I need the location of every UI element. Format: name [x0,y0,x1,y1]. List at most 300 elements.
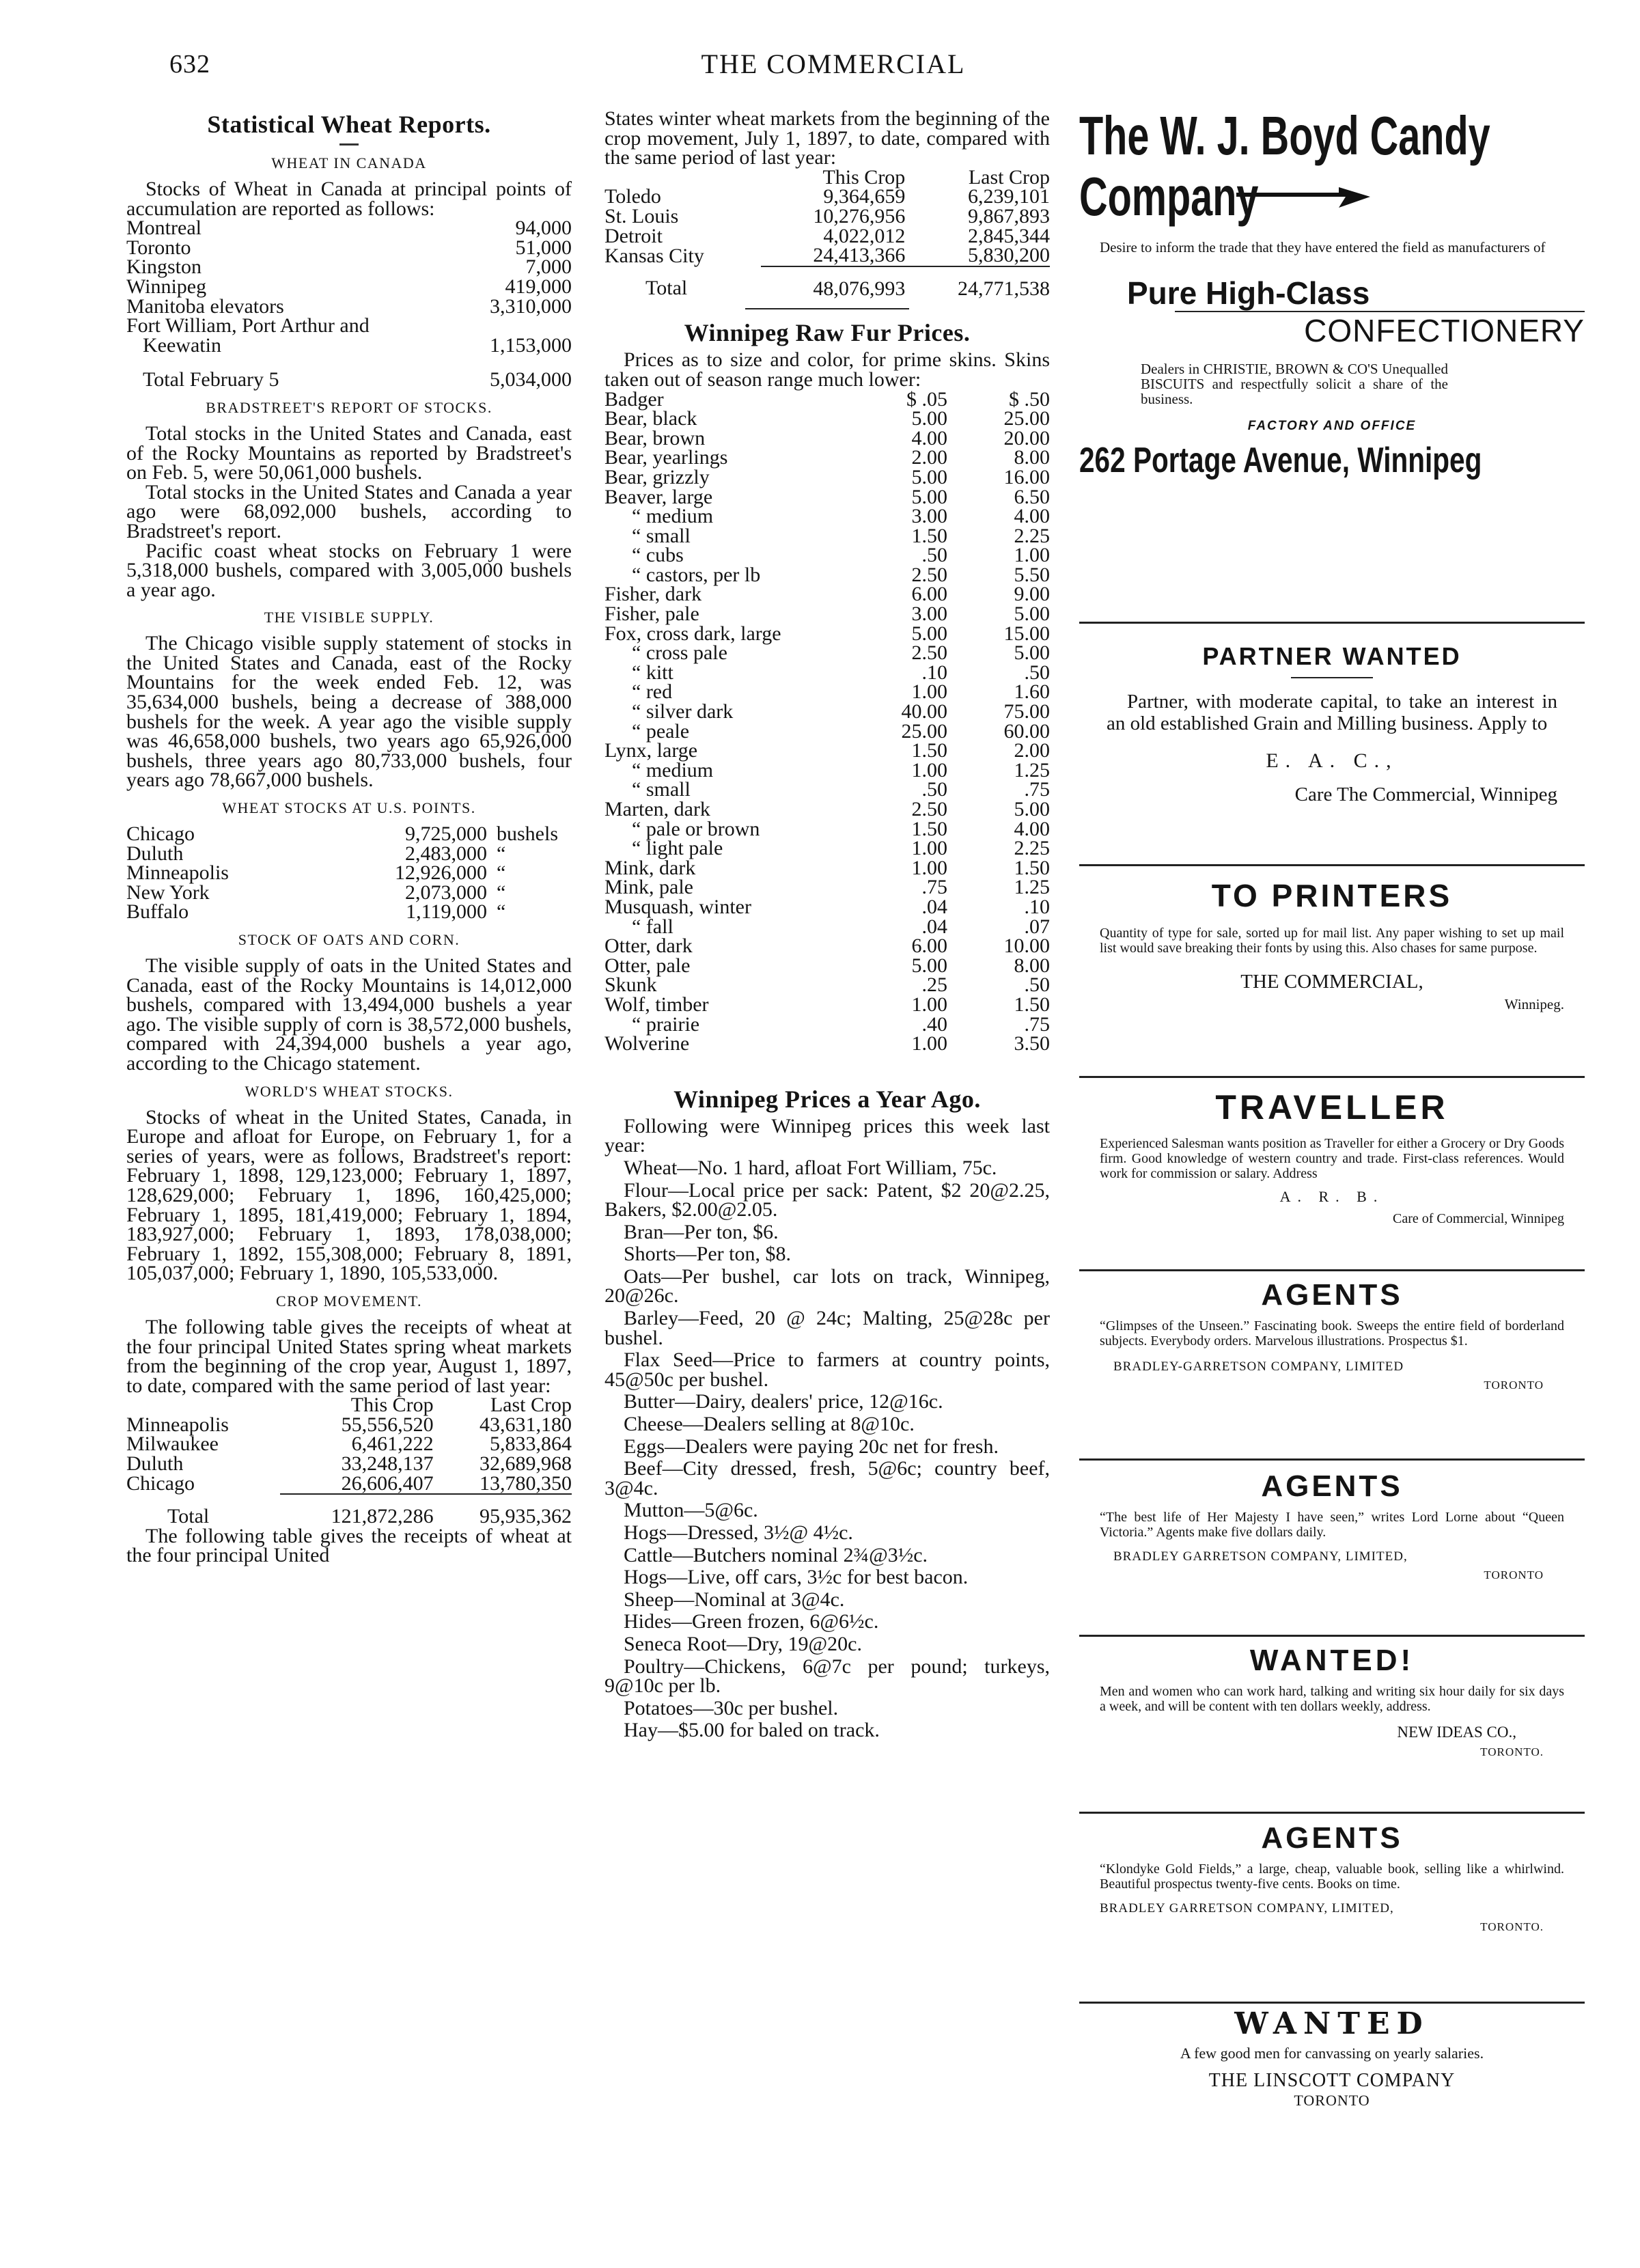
fur-high-cell: 75.00 [1003,700,1050,723]
fur-high-cell: 5.00 [1014,603,1050,626]
printers-sig: THE COMMERCIAL, [1240,971,1423,993]
fur-name-cell: Mink, pale [604,876,693,899]
place-cell: Kingston [126,255,202,279]
table-row [604,761,1050,781]
table-row [604,878,1050,898]
place-cell: Toledo [604,185,661,208]
fur-name-cell: “ peale [632,719,690,743]
place-cell: Milwaukee [126,1433,219,1456]
wanted1-company: NEW IDEAS CO., [1397,1724,1516,1741]
oats-subhead: STOCK OF OATS AND CORN. [238,931,460,948]
table-row [604,780,1050,800]
winter-total-this: 48,076,993 [761,266,906,299]
last-cell: 5,830,200 [968,244,1050,267]
fur-name-cell: “ small [632,778,691,801]
value-cell: 2,483,000 [405,842,487,865]
statistical-title: Statistical Wheat Reports. [207,111,491,138]
fur-name-cell: “ silver dark [632,700,734,723]
agents3-company: BRADLEY GARRETSON COMPANY, LIMITED, [1100,1901,1394,1916]
price-item: Barley—Feed, 20 @ 24c; Malting, 25@28c per bushel. [604,1307,1050,1349]
unit-cell: bushels [497,822,558,846]
table-row [604,390,1050,410]
fur-low-cell: 1.00 [911,758,947,782]
winter-intro: States winter wheat markets from the beginning of the crop movement, July 1, 1897, to date, compared with the same period of last year: [604,107,1050,169]
boyd-line1: The W. J. Boyd Candy [1079,105,1490,166]
column-2 [604,109,1050,1743]
ad-divider [1079,2002,1585,2004]
agents3-title: AGENTS [1261,1821,1403,1855]
boyd-line2: Company [1079,166,1259,227]
page-number: 632 [169,50,210,79]
separator [339,143,359,146]
price-item: Wheat—No. 1 hard, afloat Fort William, 75c. [624,1156,997,1179]
table-row [126,1435,572,1454]
separator [745,308,909,309]
boyd-confectionery: CONFECTIONERY [1175,311,1585,349]
price-item: Following were Winnipeg prices this week last year: [604,1114,1050,1157]
printers-city: Winnipeg. [1504,996,1564,1012]
boyd-pure: Pure High-Class [1127,275,1370,311]
table-row [604,566,1050,585]
visible-p1: The Chicago visible supply statement of stocks in the United States and Canada, east of the Rocky Mountains for the week ended Feb. 12, was 35,634,000 bushels, being a decrease of 388,000 bushels for the week. A year ago the visible supply was 46,658,000 bushels, two years ago 65,926,000 bushels, three years ago 80,733,000 bushels, four years ago 78,667,000 bushels. [126,632,572,792]
partner-text: Partner, with moderate capital, to take an interest in an old established Grain and Milling business. Apply to [1107,691,1557,734]
crop-col-this: This Crop [350,1394,434,1417]
fur-high-cell: 2.00 [1014,739,1050,762]
fur-low-cell: 5.00 [911,485,947,508]
fur-name-cell: “ cubs [632,544,684,567]
fur-low-cell: 3.00 [911,603,947,626]
fur-name-cell: Lynx, large [604,739,698,762]
unit-cell: “ [497,842,506,865]
fur-high-cell: 16.00 [1003,465,1050,488]
keewatin-value: 1,153,000 [490,333,572,357]
table-row [126,863,572,883]
price-item: Cheese—Dealers selling at 8@10c. [624,1413,915,1436]
winter-col-this: This Crop [822,165,906,189]
table-row [126,238,572,258]
crop-p2: The following table gives the receipts of wheat at the four principal United [126,1524,572,1567]
visible-subhead: THE VISIBLE SUPPLY. [264,609,434,626]
price-item: Sheep—Nominal at 3@4c. [624,1588,845,1611]
place-cell: Duluth [126,1452,184,1476]
fur-high-cell: 20.00 [1003,426,1050,450]
fur-high-cell: 2.25 [1014,524,1050,547]
fur-name-cell: “ pale or brown [632,817,760,840]
canada-subhead: WHEAT IN CANADA [271,154,427,171]
price-item: Beef—City dressed, fresh, 5@6c; country beef, 3@4c. [604,1457,1050,1499]
printers-title: TO PRINTERS [1211,878,1453,913]
table-row [604,644,1050,663]
table-row [604,429,1050,449]
crop-total-label: Total [167,1504,210,1527]
value-cell: 94,000 [515,217,572,240]
table-row [604,859,1050,879]
fur-high-cell: 4.00 [1014,505,1050,528]
fur-low-cell: 40.00 [901,700,947,723]
table-row [604,995,1050,1015]
last-cell: 43,631,180 [480,1413,572,1436]
fur-name-cell: Fisher, pale [604,603,699,626]
fur-name-cell: “ small [632,524,691,547]
fur-high-cell: 5.00 [1014,641,1050,665]
fur-low-cell: 1.50 [911,524,947,547]
table-row [604,702,1050,722]
this-cell: 33,248,137 [341,1452,434,1476]
crop-col-last: Last Crop [490,1394,572,1417]
fur-high-cell: 2.25 [1014,837,1050,860]
agents3-city: TORONTO. [1480,1920,1544,1933]
partner-sig: E. A. C., [1266,749,1398,772]
price-item: Poultry—Chickens, 6@7c per pound; turkeys, 9@10c per lb. [604,1655,1050,1698]
wanted1-title: WANTED! [1249,1644,1415,1677]
last-cell: 5,833,864 [490,1433,572,1456]
canada-total-row [126,370,572,390]
price-item: Cattle—Butchers nominal 2¾@3½c. [624,1543,928,1566]
price-item: Seneca Root—Dry, 19@20c. [624,1632,862,1655]
ad-divider [1079,1076,1585,1078]
boyd-factory: FACTORY AND OFFICE [1247,419,1417,433]
fur-title: Winnipeg Raw Fur Prices. [684,319,971,347]
table-row [126,297,572,317]
fur-high-cell: .75 [1024,778,1050,801]
table-row [604,585,1050,605]
separator [1291,677,1373,678]
canada-intro: Stocks of Wheat in Canada at principal points of accumulation are reported as follows: [126,178,572,220]
fur-low-cell: 1.00 [911,837,947,860]
agents2-city: TORONTO [1484,1568,1544,1581]
fur-name-cell: Fisher, dark [604,583,702,606]
this-cell: 10,276,956 [813,204,906,227]
agents1-city: TORONTO [1484,1379,1544,1392]
fur-low-cell: 1.50 [911,817,947,840]
place-cell: Duluth [126,842,184,865]
fur-low-cell: 2.00 [911,446,947,469]
place-cell: St. Louis [604,204,679,227]
boyd-dealers: Dealers in CHRISTIE, BROWN & CO'S Unequalled BISCUITS and respectfully solicit a share of the business. [1141,361,1448,407]
fur-low-cell: 5.00 [911,407,947,430]
crop-total-last: 95,935,362 [434,1494,572,1527]
world-p1: Stocks of wheat in the United States, Canada, in Europe and afloat for Europe, on February 1, for a series of years, were as follows, Bradstreet's report: February 1, 1898, 129,123,000; February 1, 1897, 128,629,000; February 1, 1896, 160,425,000; February 1, 1895, 181,419,000; February 1, 1894, 183,927,000; February 1, 1893, 178,038,000; February 1, 1892, 155,308,000; February 8, 1891, 105,037,000; February 1, 1890, 105,533,000. [126,1105,572,1285]
fur-intro: Prices as to size and color, for prime skins. Skins taken out of season range much lower: [604,348,1050,391]
fur-low-cell: 1.00 [911,1032,947,1055]
fur-high-cell: 5.00 [1014,798,1050,820]
price-item: Eggs—Dealers were paying 20c net for fresh. [624,1435,999,1458]
fur-low-cell: 1.00 [911,993,947,1016]
fur-high-cell: .10 [1024,895,1050,918]
table-row [604,839,1050,859]
winter-total-row [604,266,1050,299]
last-cell: 9,867,893 [968,204,1050,227]
table-row [604,605,1050,624]
fur-name-cell: Badger [604,387,664,411]
price-item: Potatoes—30c per bushel. [624,1696,839,1719]
boyd-address: 262 Portage Avenue, Winnipeg [1079,441,1482,480]
column-1 [126,109,572,1566]
fur-name-cell: Fox, cross dark, large [604,622,781,645]
this-cell: 9,364,659 [823,185,906,208]
wanted2-text: A few good men for canvassing on yearly salaries. [1180,2045,1484,2062]
table-row [604,624,1050,644]
table-row [604,937,1050,956]
fur-low-cell: 5.00 [911,954,947,977]
fur-name-cell: “ prairie [632,1012,700,1036]
fur-high-cell: 8.00 [1014,446,1050,469]
bradstreet-p1: Total stocks in the United States and Canada, east of the Rocky Mountains as reported by Bradstreet's on Feb. 5, were 50,061,000 bushels. [126,421,572,484]
table-row [604,956,1050,976]
agents1-company: BRADLEY-GARRETSON COMPANY, LIMITED [1113,1359,1404,1374]
year-ago-title: Winnipeg Prices a Year Ago. [673,1085,981,1113]
fur-name-cell: Wolverine [604,1032,690,1055]
price-item: Hides—Green frozen, 6@6½c. [624,1610,879,1633]
printers-ad [1079,878,1585,1013]
fort-line: Fort William, Port Arthur and [126,314,370,337]
fur-high-cell: 1.25 [1014,876,1050,899]
crop-total-row [126,1494,572,1527]
traveller-care: Care of Commercial, Winnipeg [1393,1211,1564,1226]
place-cell: New York [126,881,210,904]
fur-name-cell: Mink, dark [604,856,696,879]
table-row [126,1415,572,1435]
last-cell: 2,845,344 [968,224,1050,247]
agents3-text: “Klondyke Gold Fields,” a large, cheap, valuable book, selling like a whirlwind. Beautiful prospectus twenty-five cents. Books on time. [1100,1862,1564,1892]
table-row [604,663,1050,683]
value-cell: 3,310,000 [490,294,572,318]
table-row [604,1034,1050,1054]
fur-low-cell: 2.50 [911,798,947,820]
winter-col-last: Last Crop [968,165,1050,189]
place-cell: Chicago [126,1472,195,1495]
ad-divider [1079,1635,1585,1637]
fur-low-cell: $ .05 [906,387,947,411]
table-row [126,277,572,297]
table-row [604,488,1050,508]
fur-high-cell: 15.00 [1003,622,1050,645]
traveller-text: Experienced Salesman wants position as Traveller for either a Grocery or Dry Goods firm. Good knowledge of western country and trade. First-class references. Would work for commission or salary. Address [1100,1136,1564,1181]
wanted1-city: TORONTO. [1480,1745,1544,1758]
fur-low-cell: .75 [921,876,947,899]
fur-name-cell: “ kitt [632,661,673,684]
canada-table [126,219,572,316]
fur-low-cell: .10 [921,661,947,684]
fur-low-cell: 4.00 [911,426,947,450]
place-cell: Manitoba elevators [126,294,284,318]
fur-name-cell: Musquash, winter [604,895,751,918]
fur-low-cell: 2.50 [911,563,947,586]
fur-low-cell: 1.00 [911,680,947,704]
fur-high-cell: 1.50 [1014,993,1050,1016]
agents2-text: “The best life of Her Majesty I have seen,” writes Lord Lorne about “Queen Victoria.” Agents make five dollars daily. [1100,1510,1564,1540]
value-cell: 12,926,000 [395,861,487,885]
spacer [604,1054,1050,1084]
fur-name-cell: Bear, black [604,407,697,430]
winter-table [604,165,1050,300]
table-row [126,825,572,844]
fur-name-cell: Skunk [604,973,657,997]
traveller-title: TRAVELLER [1215,1088,1449,1126]
table-row [604,682,1050,702]
this-cell: 26,606,407 [341,1471,434,1495]
table-row [604,207,1050,227]
unit-cell: “ [497,881,506,904]
wanted2-title: WANTED [1234,2006,1430,2041]
this-cell: 24,413,366 [813,244,906,267]
world-subhead: WORLD'S WHEAT STOCKS. [245,1082,454,1100]
ad-divider [1079,1812,1585,1814]
fur-name-cell: “ medium [632,758,714,782]
fur-low-cell: 25.00 [901,719,947,743]
agents2-ad [1079,1469,1585,1582]
fur-low-cell: .50 [921,544,947,567]
fur-name-cell: “ castors, per lb [632,563,761,586]
wanted2-ad [1079,2007,1585,2110]
traveller-sig: A. R. B. [1279,1188,1385,1205]
fur-high-cell: 9.00 [1014,583,1050,606]
value-cell: 2,073,000 [405,881,487,904]
fur-name-cell: Bear, yearlings [604,446,728,469]
place-cell: Buffalo [126,900,189,924]
table-row [604,820,1050,840]
price-item: Hogs—Live, off cars, 3½c for best bacon. [624,1566,969,1589]
partner-ad [1079,639,1585,806]
fur-high-cell: 8.00 [1014,954,1050,977]
price-item: Oats—Per bushel, car lots on track, Winnipeg, 20@26c. [604,1264,1050,1308]
table-row [604,1015,1050,1035]
table-row [604,507,1050,527]
fur-high-cell: 4.00 [1014,817,1050,840]
table-row [126,902,572,922]
fur-name-cell: “ red [632,680,673,704]
place-cell: Minneapolis [126,861,229,885]
table-row [604,722,1050,742]
fur-high-cell: 1.00 [1014,544,1050,567]
table-row [604,527,1050,547]
table-row [126,883,572,903]
fur-name-cell: “ fall [632,915,673,938]
table-row [604,898,1050,917]
printers-text: Quantity of type for sale, sorted up for mail list. Any paper wishing to set up mail list would save breaking their fonts by using this. Also chases for same purpose. [1100,926,1564,956]
fur-low-cell: .04 [921,915,947,938]
last-cell: 13,780,350 [480,1471,572,1495]
fur-low-cell: .50 [921,778,947,801]
fur-high-cell: 1.60 [1014,680,1050,704]
table-row [126,844,572,864]
table-row [604,227,1050,247]
place-cell: Minneapolis [126,1413,229,1436]
table-row [604,976,1050,995]
table-row [126,1474,572,1495]
value-cell: 9,725,000 [405,822,487,846]
fur-high-cell: 6.50 [1014,485,1050,508]
fur-name-cell: Marten, dark [604,798,710,820]
fur-name-cell: “ cross pale [632,641,727,665]
table-row [126,1454,572,1474]
crop-table [126,1396,572,1527]
partner-care: Care The Commercial, Winnipeg [1294,784,1557,805]
partner-title: PARTNER WANTED [1202,642,1462,670]
table-row [604,546,1050,566]
us-points-subhead: WHEAT STOCKS AT U.S. POINTS. [222,799,476,817]
price-item: Flour—Local price per sack: Patent, $2 20@2.25, Bakers, $2.00@2.05. [604,1178,1050,1221]
crop-p1: The following table gives the receipts of wheat at the four principal United States spring wheat markets from the beginning of the crop year, August 1, 1897, to date, compared with the same period of last year: [126,1315,572,1397]
wanted1-text: Men and women who can work hard, talking and writing six hour daily for six days a week, and will be content with ten dollars weekly, address. [1100,1684,1564,1714]
fur-low-cell: .40 [921,1012,947,1036]
traveller-ad [1079,1090,1585,1227]
value-cell: 51,000 [515,236,572,259]
agents3-ad [1079,1821,1585,1934]
fur-high-cell: .07 [1024,915,1050,938]
fur-name-cell: Wolf, timber [604,993,709,1016]
fur-low-cell: 6.00 [911,583,947,606]
publication-title: THE COMMERCIAL [701,49,966,79]
keewatin-row [126,333,572,357]
price-item: Flax Seed—Price to farmers at country points, 45@50c per bushel. [604,1349,1050,1391]
fur-low-cell: 1.50 [911,739,947,762]
price-item: Butter—Dairy, dealers' price, 12@16c. [624,1390,943,1413]
place-cell: Detroit [604,224,663,247]
ad-divider [1079,864,1585,866]
fur-low-cell: 5.00 [911,622,947,645]
fur-low-cell: 2.50 [911,641,947,665]
place-cell: Toronto [126,236,191,259]
price-item: Bran—Per ton, $6. [624,1220,779,1243]
table-row [604,800,1050,820]
agents1-title: AGENTS [1261,1278,1403,1312]
boyd-company-row [1079,166,1585,227]
fur-name-cell: Bear, grizzly [604,465,710,488]
winter-total-last: 24,771,538 [905,266,1050,299]
table-row [604,741,1050,761]
oats-p1: The visible supply of oats in the United States and Canada, east of the Rocky Mountains is 14,012,000 bushels, compared with 13,494,000 bushels a year ago. The visible supply of corn is 38,572,000 bushels, compared with 24,394,000 bushels a year ago, according to the Chicago statement. [126,954,572,1075]
canada-total-value: 5,034,000 [490,368,572,391]
fur-low-cell: .25 [921,973,947,997]
fur-high-cell: .50 [1024,973,1050,997]
fur-name-cell: Beaver, large [604,485,713,508]
agents1-ad [1079,1277,1585,1392]
agents1-text: “Glimpses of the Unseen.” Fascinating book. Sweeps the entire field of borderland subjects. Everybody orders. Marvelous illustrations. Prospectus $1. [1100,1318,1564,1349]
agents2-title: AGENTS [1261,1469,1403,1503]
unit-cell: “ [497,900,506,924]
this-cell: 6,461,222 [351,1433,434,1456]
table-row [604,468,1050,488]
winter-total-label: Total [645,277,688,300]
table-row [604,246,1050,266]
table-row [604,448,1050,468]
fur-name-cell: “ medium [632,505,714,528]
fur-low-cell: 1.00 [911,856,947,879]
year-ago-list [604,1114,1050,1742]
table-row [126,219,572,238]
price-item: Hay—$5.00 for baled on track. [624,1719,880,1742]
bradstreet-p3: Pacific coast wheat stocks on February 1 were 5,318,000 bushels, compared with 3,005,000 bushels a year ago. [126,539,572,601]
crop-subhead: CROP MOVEMENT. [275,1292,423,1310]
boyd-desire: Desire to inform the trade that they have entered the field as manufacturers of [1100,239,1546,255]
crop-total-this: 121,872,286 [280,1494,434,1527]
fur-high-cell: .75 [1024,1012,1050,1036]
value-cell: 7,000 [525,255,572,279]
fur-high-cell: 5.50 [1014,563,1050,586]
table-row [604,917,1050,937]
fur-high-cell: 1.50 [1014,856,1050,879]
ad-divider [1079,1458,1585,1461]
fur-name-cell: Bear, brown [604,426,706,450]
wanted2-city: TORONTO [1294,2092,1370,2109]
table-row [604,187,1050,207]
value-cell: 419,000 [505,275,572,298]
us-points-table [126,822,572,924]
last-cell: 6,239,101 [968,185,1050,208]
fur-high-cell: $ .50 [1009,387,1050,411]
fur-high-cell: .50 [1024,661,1050,684]
